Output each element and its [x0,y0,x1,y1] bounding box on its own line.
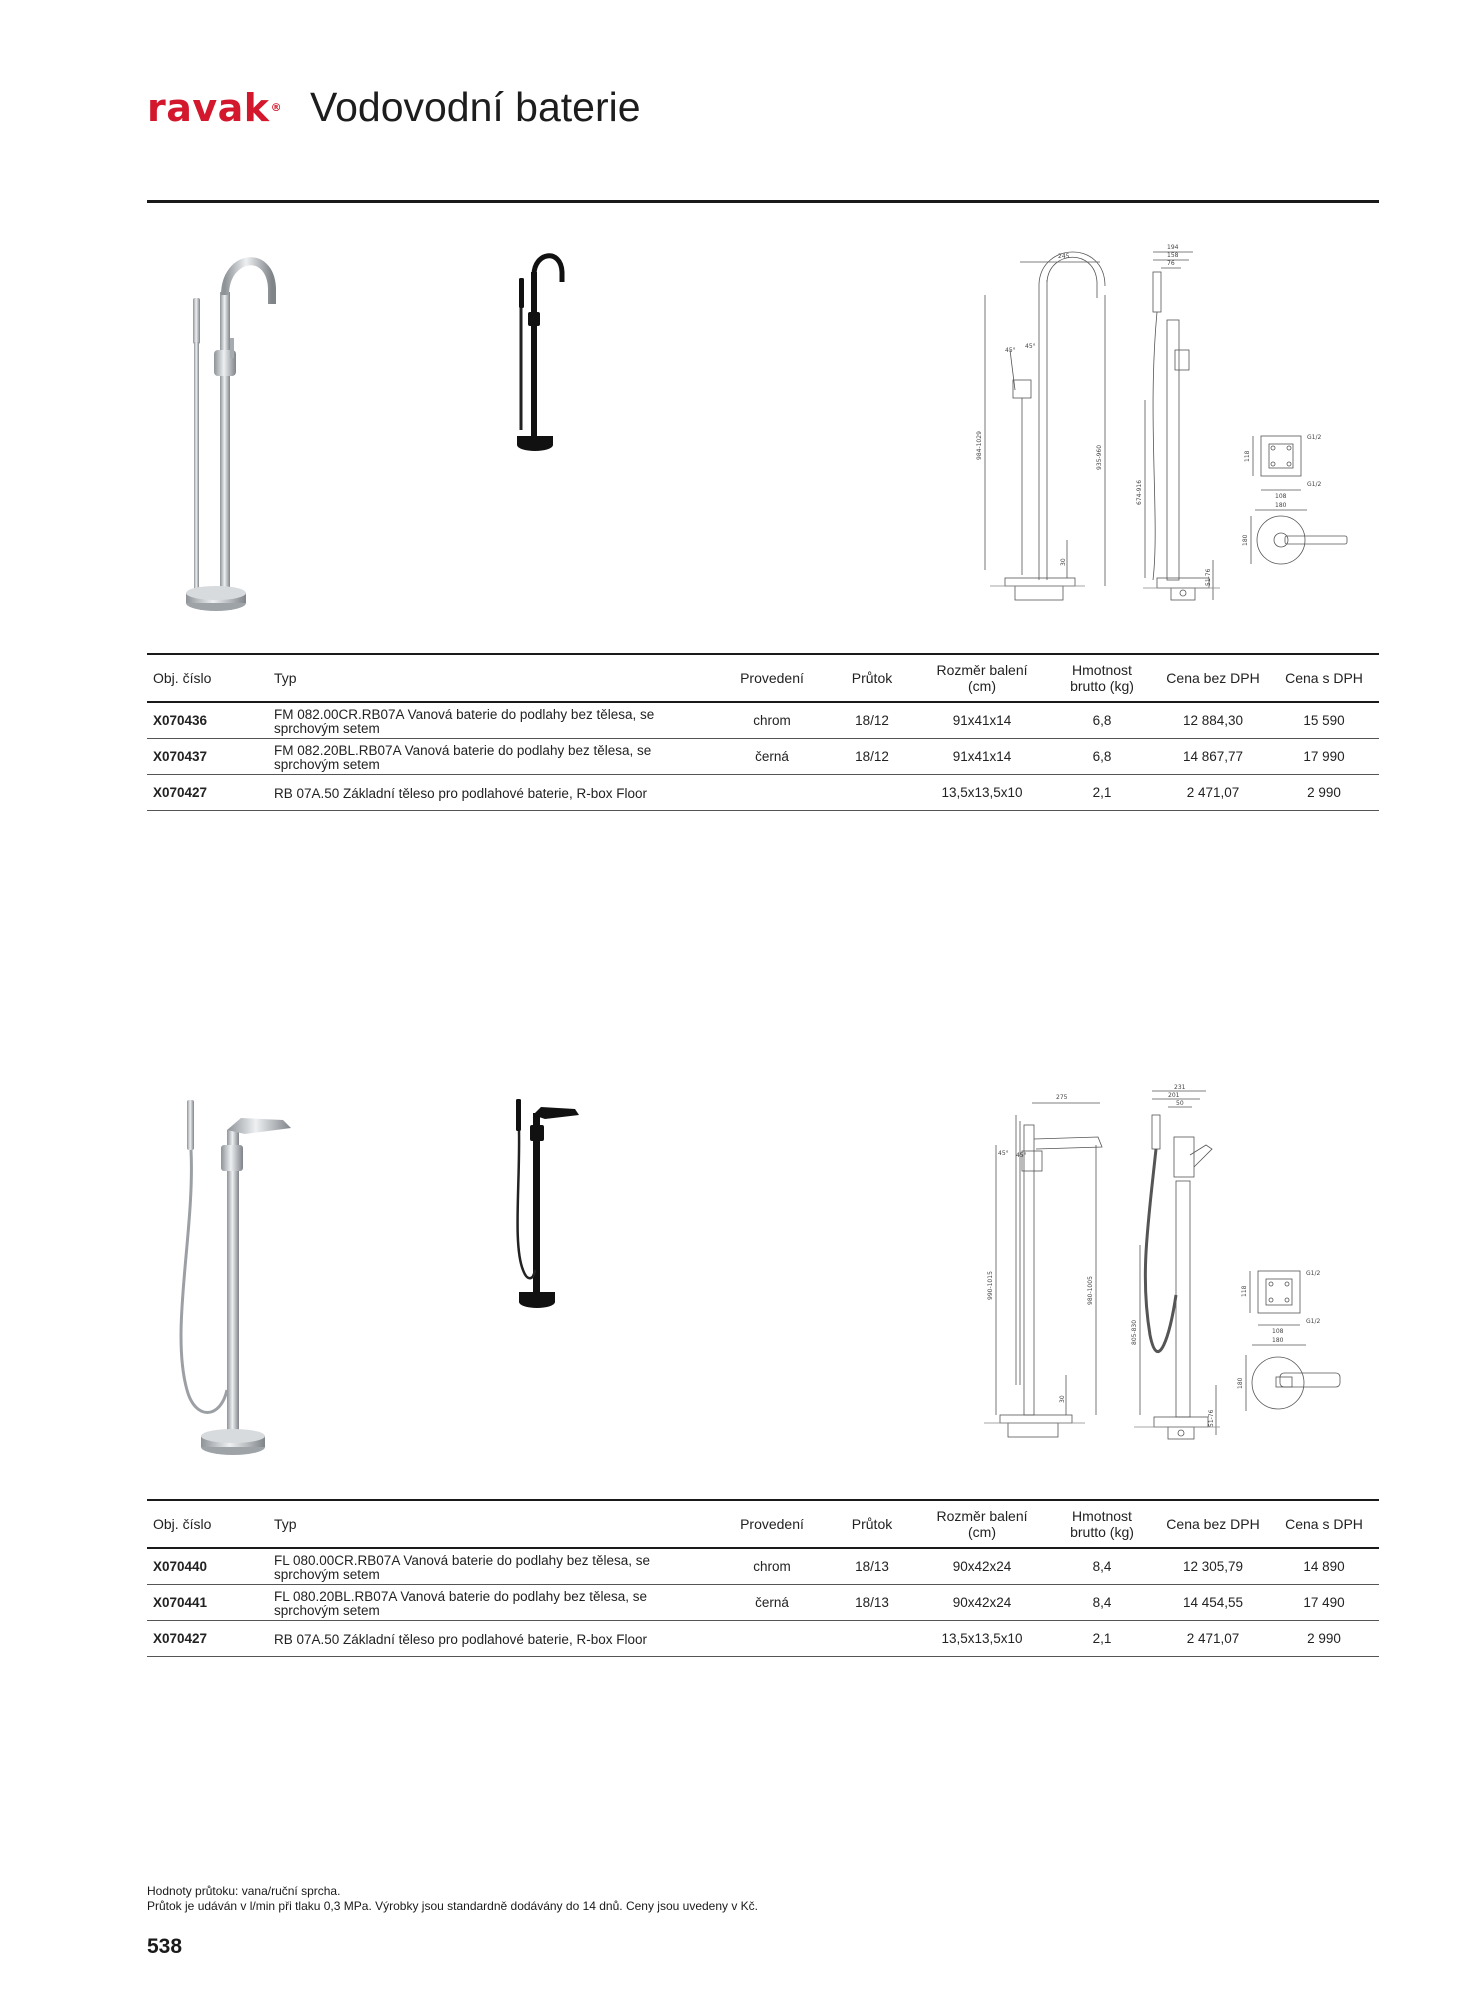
col-header-code: Obj. číslo [147,1500,268,1548]
dim-76: 76 [1167,260,1175,267]
dim-180-side: 180 [1242,534,1249,546]
cell-price-excl: 12 884,30 [1157,702,1269,739]
dim-180-side: 180 [1237,1377,1244,1389]
cell-weight: 8,4 [1047,1585,1157,1621]
col-header-type: Typ [268,654,717,702]
cell-code: X070427 [147,1621,268,1657]
cell-weight: 2,1 [1047,1621,1157,1657]
cell-type: FL 080.00CR.RB07A Vanová baterie do podlahy bez tělesa, se sprchovým setem [268,1548,717,1585]
dim-30: 30 [1060,558,1067,566]
col-header-code: Obj. číslo [147,654,268,702]
dim-108: 108 [1275,493,1287,500]
technical-drawing-fm [976,240,1385,620]
cell-code: X070437 [147,739,268,775]
cell-flow [827,1621,917,1657]
cell-code: X070440 [147,1548,268,1585]
dim-108: 108 [1272,1328,1284,1335]
dim-180-top: 180 [1272,1337,1284,1344]
cell-price-incl: 15 590 [1269,702,1379,739]
cell-type: FM 082.00CR.RB07A Vanová baterie do podlahy bez tělesa, se sprchovým setem [268,702,717,739]
dim-height-2: 935-960 [1096,444,1103,470]
dim-118: 118 [1241,1285,1248,1297]
dim-height-2: 980-1005 [1087,1276,1094,1305]
page-title: Vodovodní baterie [310,84,641,130]
cell-weight: 6,8 [1047,739,1157,775]
col-header-type: Typ [268,1500,717,1548]
cell-price-excl: 12 305,79 [1157,1548,1269,1585]
col-header-weight: Hmotnost brutto (kg) [1047,1500,1157,1548]
table-header-row [147,1500,1379,1548]
cell-type: FL 080.20BL.RB07A Vanová baterie do podlahy bez tělesa, se sprchovým setem [268,1585,717,1621]
cell-finish: chrom [717,702,827,739]
product-image-fl-chrome [165,1090,305,1480]
cell-price-excl: 2 471,07 [1157,1621,1269,1657]
dim-201: 201 [1168,1092,1180,1099]
cell-flow: 18/12 [827,739,917,775]
dim-height-3: 674-916 [1136,479,1143,505]
page-number: 538 [147,1935,183,1958]
cell-price-excl: 14 867,77 [1157,739,1269,775]
spec-table-1 [147,653,1379,811]
cell-code: X070441 [147,1585,268,1621]
cell-weight: 2,1 [1047,775,1157,811]
cell-price-excl: 2 471,07 [1157,775,1269,811]
angle-45-left: 45° [998,1150,1009,1157]
dim-height-1: 984-1029 [976,431,983,460]
cell-package: 90x42x24 [917,1548,1047,1585]
cell-type: RB 07A.50 Základní těleso pro podlahové baterie, R-box Floor [268,775,717,811]
cell-finish [717,775,827,811]
cell-type: FM 082.20BL.RB07A Vanová baterie do podlahy bez tělesa, se sprchovým setem [268,739,717,775]
cell-price-incl: 2 990 [1269,1621,1379,1657]
angle-45-right: 45° [1016,1152,1027,1159]
table-row [147,1585,1379,1621]
col-header-price-excl: Cena bez DPH [1157,1500,1269,1548]
dim-194: 194 [1167,244,1179,251]
cell-package: 91x41x14 [917,702,1047,739]
footnote [147,1884,1047,1914]
cell-finish: chrom [717,1548,827,1585]
cell-finish: černá [717,1585,827,1621]
cell-package: 13,5x13,5x10 [917,1621,1047,1657]
dim-245: 245 [1058,253,1070,260]
dim-275: 275 [1056,1094,1068,1101]
dim-231: 231 [1174,1084,1186,1091]
cell-price-incl: 17 490 [1269,1585,1379,1621]
cell-flow [827,775,917,811]
cell-type: RB 07A.50 Základní těleso pro podlahové baterie, R-box Floor [268,1621,717,1657]
dim-height-3: 805-830 [1131,1319,1138,1345]
table-row [147,1621,1379,1657]
g12-label-a: G1/2 [1307,434,1322,441]
cell-finish [717,1621,827,1657]
footnote-line-1: Hodnoty průtoku: vana/ruční sprcha. [147,1884,341,1898]
g12-label-b: G1/2 [1306,1318,1321,1325]
cell-price-incl: 17 990 [1269,739,1379,775]
col-header-price-incl: Cena s DPH [1269,1500,1379,1548]
ravak-logo: ravak® [147,86,283,130]
col-header-price-incl: Cena s DPH [1269,654,1379,702]
dim-158: 158 [1167,252,1179,259]
angle-45-left: 45° [1005,347,1016,354]
col-header-finish: Provedení [717,1500,827,1548]
product-image-fm-chrome [170,250,300,630]
cell-package: 90x42x24 [917,1585,1047,1621]
dim-50: 50 [1176,1100,1184,1107]
cell-package: 91x41x14 [917,739,1047,775]
product-image-fm-black [505,250,580,460]
table-row [147,739,1379,775]
product-image-fl-black [505,1095,585,1315]
cell-price-incl: 2 990 [1269,775,1379,811]
col-header-weight: Hmotnost brutto (kg) [1047,654,1157,702]
g12-label-b: G1/2 [1307,481,1322,488]
cell-flow: 18/13 [827,1548,917,1585]
cell-code: X070436 [147,702,268,739]
angle-45-right: 45° [1025,343,1036,350]
table-row [147,775,1379,811]
cell-weight: 6,8 [1047,702,1157,739]
footnote-line-2: Průtok je udáván v l/min při tlaku 0,3 MPa. Výrobky jsou standardně dodávány do 14 dnů. Ceny jsou uvedeny v Kč. [147,1899,759,1913]
dim-180-top: 180 [1275,502,1287,509]
cell-price-excl: 14 454,55 [1157,1585,1269,1621]
cell-flow: 18/13 [827,1585,917,1621]
header-rule [147,200,1379,203]
dim-118: 118 [1244,450,1251,462]
cell-price-incl: 14 890 [1269,1548,1379,1585]
spec-table-2 [147,1499,1379,1657]
cell-code: X070427 [147,775,268,811]
col-header-flow: Průtok [827,654,917,702]
col-header-price-excl: Cena bez DPH [1157,654,1269,702]
dim-height-1: 990-1015 [987,1271,994,1300]
col-header-finish: Provedení [717,654,827,702]
cell-flow: 18/12 [827,702,917,739]
cell-finish: černá [717,739,827,775]
table-row [147,702,1379,739]
col-header-flow: Průtok [827,1500,917,1548]
g12-label-a: G1/2 [1306,1270,1321,1277]
table-header-row [147,654,1379,702]
dim-51-76: 51-76 [1208,1409,1215,1427]
technical-drawing-fl [980,1085,1385,1465]
cell-package: 13,5x13,5x10 [917,775,1047,811]
table-row [147,1548,1379,1585]
col-header-package: Rozměr balení (cm) [917,654,1047,702]
cell-weight: 8,4 [1047,1548,1157,1585]
dim-30: 30 [1059,1395,1066,1403]
dim-51-76: 51-76 [1205,568,1212,586]
col-header-package: Rozměr balení (cm) [917,1500,1047,1548]
